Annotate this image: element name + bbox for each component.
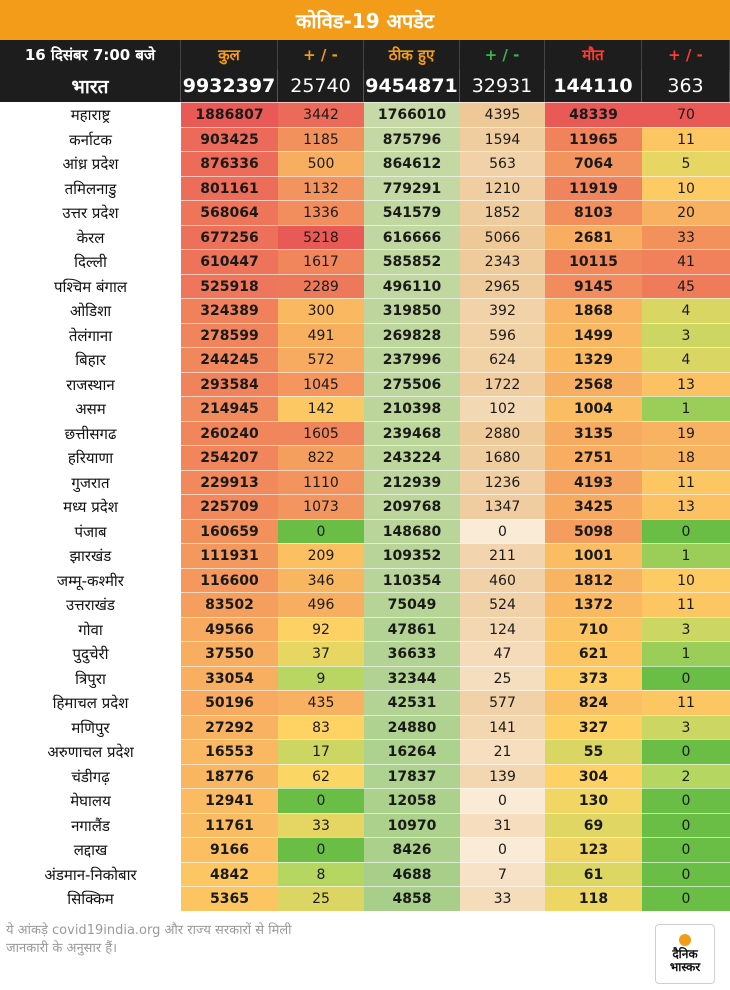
total-row-name: भारत <box>0 70 181 102</box>
cell-recovered-change: 5066 <box>460 225 545 250</box>
cell-recovered: 24880 <box>364 715 460 740</box>
cell-deaths-change: 33 <box>642 225 730 250</box>
cell-recovered-change: 2880 <box>460 421 545 446</box>
cell-deaths-change: 20 <box>642 200 730 225</box>
cell-deaths-change: 4 <box>642 298 730 323</box>
cell-deaths: 710 <box>545 617 642 642</box>
cell-deaths: 69 <box>545 813 642 838</box>
cell-deaths-change: 11 <box>642 127 730 152</box>
cell-total: 116600 <box>181 568 278 593</box>
cell-total: 244245 <box>181 347 278 372</box>
cell-total-change: 8 <box>278 862 364 887</box>
cell-total: 5365 <box>181 886 278 911</box>
cell-deaths-change: 10 <box>642 568 730 593</box>
cell-total: 83502 <box>181 592 278 617</box>
cell-recovered: 4688 <box>364 862 460 887</box>
cell-total-change: 17 <box>278 739 364 764</box>
cell-deaths-change: 11 <box>642 592 730 617</box>
state-name: उत्तराखंड <box>66 595 115 614</box>
cell-deaths-change: 0 <box>642 837 730 862</box>
cell-total-change: 1045 <box>278 372 364 397</box>
cell-deaths-change: 3 <box>642 323 730 348</box>
cell-deaths-change: 0 <box>642 788 730 813</box>
cell-recovered-change: 524 <box>460 592 545 617</box>
header-recovered-change: + / - <box>460 40 545 70</box>
cell-total: 16553 <box>181 739 278 764</box>
state-name: मणिपुर <box>71 718 110 737</box>
cell-deaths: 5098 <box>545 519 642 544</box>
cell-recovered-change: 139 <box>460 764 545 789</box>
cell-recovered-change: 460 <box>460 568 545 593</box>
cell-deaths-change: 10 <box>642 176 730 201</box>
cell-total-change: 33 <box>278 813 364 838</box>
cell-recovered: 4858 <box>364 886 460 911</box>
cell-recovered-change: 392 <box>460 298 545 323</box>
cell-total: 12941 <box>181 788 278 813</box>
cell-deaths-change: 1 <box>642 641 730 666</box>
state-name: दिल्ली <box>74 252 107 271</box>
cell-deaths-change: 11 <box>642 470 730 495</box>
cell-total: 610447 <box>181 249 278 274</box>
state-name: सिक्किम <box>67 889 114 908</box>
cell-recovered: 32344 <box>364 666 460 691</box>
cell-recovered: 319850 <box>364 298 460 323</box>
cell-total-change: 491 <box>278 323 364 348</box>
state-name: अंडमान-निकोबार <box>44 865 137 884</box>
cell-recovered-change: 0 <box>460 837 545 862</box>
cell-recovered: 616666 <box>364 225 460 250</box>
cell-recovered-change: 7 <box>460 862 545 887</box>
total-row-recovered: 9454871 <box>364 70 460 102</box>
header-total-change: + / - <box>278 40 364 70</box>
cell-total-change: 83 <box>278 715 364 740</box>
cell-deaths-change: 0 <box>642 739 730 764</box>
header-deaths-change: + / - <box>642 40 730 70</box>
cell-recovered: 779291 <box>364 176 460 201</box>
cell-recovered: 864612 <box>364 151 460 176</box>
cell-deaths-change: 13 <box>642 494 730 519</box>
cell-recovered-change: 33 <box>460 886 545 911</box>
chart-title: कोविड-19 अपडेट <box>0 0 730 40</box>
cell-recovered: 12058 <box>364 788 460 813</box>
column-header-row <box>0 40 730 70</box>
cell-total: 229913 <box>181 470 278 495</box>
cell-total: 9166 <box>181 837 278 862</box>
cell-total: 525918 <box>181 274 278 299</box>
cell-recovered: 1766010 <box>364 102 460 127</box>
total-row-recovered-change: 32931 <box>460 70 545 102</box>
cell-total-change: 1132 <box>278 176 364 201</box>
logo-text: दैनिक भास्कर <box>669 947 701 974</box>
cell-recovered-change: 124 <box>460 617 545 642</box>
cell-total-change: 300 <box>278 298 364 323</box>
cell-recovered: 875796 <box>364 127 460 152</box>
cell-deaths-change: 11 <box>642 690 730 715</box>
total-row-deaths-change: 363 <box>642 70 730 102</box>
cell-recovered: 109352 <box>364 543 460 568</box>
cell-deaths-change: 0 <box>642 886 730 911</box>
state-name: झारखंड <box>69 546 112 565</box>
state-name: हरियाणा <box>67 448 114 467</box>
national-total-row <box>0 70 730 102</box>
cell-deaths: 130 <box>545 788 642 813</box>
cell-total: 33054 <box>181 666 278 691</box>
cell-recovered: 209768 <box>364 494 460 519</box>
cell-deaths: 2681 <box>545 225 642 250</box>
cell-recovered-change: 2965 <box>460 274 545 299</box>
state-name: असम <box>75 399 106 418</box>
state-name: उत्तर प्रदेश <box>62 203 119 222</box>
cell-deaths-change: 0 <box>642 813 730 838</box>
state-name: कर्नाटक <box>69 130 112 149</box>
cell-recovered-change: 21 <box>460 739 545 764</box>
cell-recovered: 237996 <box>364 347 460 372</box>
cell-recovered: 269828 <box>364 323 460 348</box>
state-name: छत्तीसगढ <box>64 424 117 443</box>
cell-total: 324389 <box>181 298 278 323</box>
total-row-total: 9932397 <box>181 70 278 102</box>
state-name: त्रिपुरा <box>75 669 106 688</box>
cell-recovered: 10970 <box>364 813 460 838</box>
cell-deaths: 55 <box>545 739 642 764</box>
state-name: तमिलनाडु <box>64 179 117 198</box>
cell-deaths-change: 13 <box>642 372 730 397</box>
state-name: महाराष्ट्र <box>70 105 111 124</box>
state-name: आंध्र प्रदेश <box>62 154 119 173</box>
cell-total-change: 1073 <box>278 494 364 519</box>
logo-dot-icon <box>679 934 691 946</box>
cell-total: 11761 <box>181 813 278 838</box>
cell-total-change: 62 <box>278 764 364 789</box>
cell-recovered-change: 577 <box>460 690 545 715</box>
state-name: नगालैंड <box>71 816 110 835</box>
header-total: कुल <box>181 40 278 70</box>
cell-deaths: 1868 <box>545 298 642 323</box>
cell-total: 801161 <box>181 176 278 201</box>
cell-deaths: 4193 <box>545 470 642 495</box>
cell-recovered: 212939 <box>364 470 460 495</box>
cell-total-change: 500 <box>278 151 364 176</box>
cell-total: 568064 <box>181 200 278 225</box>
cell-total: 903425 <box>181 127 278 152</box>
state-name: गुजरात <box>71 473 110 492</box>
cell-recovered: 16264 <box>364 739 460 764</box>
cell-total-change: 435 <box>278 690 364 715</box>
cell-deaths: 1004 <box>545 396 642 421</box>
cell-deaths: 11919 <box>545 176 642 201</box>
cell-deaths-change: 19 <box>642 421 730 446</box>
cell-deaths: 123 <box>545 837 642 862</box>
cell-deaths: 1812 <box>545 568 642 593</box>
cell-total-change: 1605 <box>278 421 364 446</box>
cell-deaths: 3135 <box>545 421 642 446</box>
cell-total: 677256 <box>181 225 278 250</box>
cell-total: 293584 <box>181 372 278 397</box>
state-name: पुदुचेरी <box>72 644 109 663</box>
state-name: मेघालय <box>70 791 111 810</box>
cell-deaths: 118 <box>545 886 642 911</box>
cell-recovered: 36633 <box>364 641 460 666</box>
cell-recovered-change: 596 <box>460 323 545 348</box>
state-name: केरल <box>76 228 105 247</box>
cell-deaths: 824 <box>545 690 642 715</box>
cell-deaths: 1372 <box>545 592 642 617</box>
cell-deaths: 2568 <box>545 372 642 397</box>
state-name: हिमाचल प्रदेश <box>52 693 129 712</box>
cell-deaths: 9145 <box>545 274 642 299</box>
cell-deaths-change: 45 <box>642 274 730 299</box>
cell-total: 1886807 <box>181 102 278 127</box>
cell-deaths: 8103 <box>545 200 642 225</box>
cell-recovered-change: 2343 <box>460 249 545 274</box>
state-name: गोवा <box>78 620 103 639</box>
cell-total-change: 1110 <box>278 470 364 495</box>
cell-recovered: 275506 <box>364 372 460 397</box>
cell-deaths-change: 3 <box>642 715 730 740</box>
cell-total-change: 496 <box>278 592 364 617</box>
cell-total: 876336 <box>181 151 278 176</box>
state-name: अरुणाचल प्रदेश <box>47 742 134 761</box>
header-recovered: ठीक हुए <box>364 40 460 70</box>
cell-recovered-change: 563 <box>460 151 545 176</box>
cell-total: 111931 <box>181 543 278 568</box>
cell-deaths: 10115 <box>545 249 642 274</box>
state-name: राजस्थान <box>66 375 115 394</box>
cell-recovered: 8426 <box>364 837 460 862</box>
cell-deaths-change: 1 <box>642 396 730 421</box>
cell-total-change: 92 <box>278 617 364 642</box>
brand-logo <box>655 924 715 984</box>
cell-total: 4842 <box>181 862 278 887</box>
cell-deaths: 3425 <box>545 494 642 519</box>
cell-recovered: 148680 <box>364 519 460 544</box>
state-name: पंजाब <box>74 522 107 541</box>
cell-recovered: 243224 <box>364 445 460 470</box>
cell-total-change: 209 <box>278 543 364 568</box>
cell-total: 254207 <box>181 445 278 470</box>
date-label: 16 दिसंबर 7:00 बजे <box>0 40 181 70</box>
cell-total-change: 0 <box>278 837 364 862</box>
cell-recovered-change: 47 <box>460 641 545 666</box>
cell-total-change: 25 <box>278 886 364 911</box>
cell-recovered: 239468 <box>364 421 460 446</box>
cell-recovered-change: 1594 <box>460 127 545 152</box>
cell-deaths: 7064 <box>545 151 642 176</box>
cell-deaths-change: 4 <box>642 347 730 372</box>
cell-recovered-change: 1236 <box>460 470 545 495</box>
cell-total-change: 822 <box>278 445 364 470</box>
cell-deaths: 48339 <box>545 102 642 127</box>
source-footnote: ये आंकड़े covid19india.org और राज्य सरकारों से मिली जानकारी के अनुसार हैं। <box>6 923 292 956</box>
cell-total: 160659 <box>181 519 278 544</box>
cell-total: 37550 <box>181 641 278 666</box>
cell-total-change: 1336 <box>278 200 364 225</box>
cell-recovered: 210398 <box>364 396 460 421</box>
cell-deaths: 327 <box>545 715 642 740</box>
cell-deaths-change: 0 <box>642 519 730 544</box>
cell-recovered-change: 1680 <box>460 445 545 470</box>
cell-recovered: 585852 <box>364 249 460 274</box>
cell-total-change: 9 <box>278 666 364 691</box>
cell-recovered: 110354 <box>364 568 460 593</box>
cell-deaths-change: 0 <box>642 666 730 691</box>
cell-deaths: 304 <box>545 764 642 789</box>
cell-recovered-change: 141 <box>460 715 545 740</box>
cell-deaths-change: 5 <box>642 151 730 176</box>
cell-deaths-change: 2 <box>642 764 730 789</box>
state-name: चंडीगढ़ <box>71 767 110 786</box>
cell-recovered-change: 31 <box>460 813 545 838</box>
state-name: जम्मू-कश्मीर <box>57 571 124 590</box>
cell-recovered-change: 624 <box>460 347 545 372</box>
cell-total-change: 0 <box>278 519 364 544</box>
cell-deaths: 1001 <box>545 543 642 568</box>
cell-deaths-change: 41 <box>642 249 730 274</box>
cell-total: 225709 <box>181 494 278 519</box>
cell-total-change: 0 <box>278 788 364 813</box>
cell-total: 50196 <box>181 690 278 715</box>
cell-deaths-change: 70 <box>642 102 730 127</box>
state-name: तेलंगाना <box>68 326 113 345</box>
cell-deaths: 373 <box>545 666 642 691</box>
cell-recovered-change: 1210 <box>460 176 545 201</box>
cell-deaths: 11965 <box>545 127 642 152</box>
cell-recovered-change: 1347 <box>460 494 545 519</box>
cell-deaths-change: 18 <box>642 445 730 470</box>
cell-total-change: 572 <box>278 347 364 372</box>
cell-recovered: 42531 <box>364 690 460 715</box>
cell-recovered-change: 0 <box>460 519 545 544</box>
cell-recovered: 17837 <box>364 764 460 789</box>
cell-recovered-change: 211 <box>460 543 545 568</box>
cell-recovered: 541579 <box>364 200 460 225</box>
total-row-deaths: 144110 <box>545 70 642 102</box>
state-name: मध्य प्रदेश <box>63 497 118 516</box>
cell-deaths: 621 <box>545 641 642 666</box>
cell-total: 18776 <box>181 764 278 789</box>
cell-recovered-change: 1852 <box>460 200 545 225</box>
cell-total-change: 346 <box>278 568 364 593</box>
cell-deaths: 61 <box>545 862 642 887</box>
cell-deaths-change: 3 <box>642 617 730 642</box>
cell-total-change: 1617 <box>278 249 364 274</box>
cell-deaths: 1329 <box>545 347 642 372</box>
state-name: पश्चिम बंगाल <box>53 277 128 296</box>
cell-total-change: 1185 <box>278 127 364 152</box>
state-name: लद्दाख <box>73 840 108 859</box>
cell-recovered-change: 1722 <box>460 372 545 397</box>
state-name: ओडिशा <box>69 301 112 320</box>
cell-total: 214945 <box>181 396 278 421</box>
cell-recovered-change: 102 <box>460 396 545 421</box>
total-row-total-change: 25740 <box>278 70 364 102</box>
state-name: बिहार <box>75 350 106 369</box>
cell-total-change: 3442 <box>278 102 364 127</box>
cell-deaths: 1499 <box>545 323 642 348</box>
cell-deaths-change: 1 <box>642 543 730 568</box>
cell-recovered: 496110 <box>364 274 460 299</box>
cell-total-change: 5218 <box>278 225 364 250</box>
cell-deaths: 2751 <box>545 445 642 470</box>
cell-recovered-change: 0 <box>460 788 545 813</box>
cell-total: 260240 <box>181 421 278 446</box>
cell-deaths-change: 0 <box>642 862 730 887</box>
cell-total-change: 142 <box>278 396 364 421</box>
header-deaths: मौत <box>545 40 642 70</box>
cell-total: 278599 <box>181 323 278 348</box>
cell-recovered-change: 25 <box>460 666 545 691</box>
cell-total: 49566 <box>181 617 278 642</box>
cell-total-change: 37 <box>278 641 364 666</box>
cell-recovered: 47861 <box>364 617 460 642</box>
cell-recovered: 75049 <box>364 592 460 617</box>
cell-recovered-change: 4395 <box>460 102 545 127</box>
cell-total: 27292 <box>181 715 278 740</box>
cell-total-change: 2289 <box>278 274 364 299</box>
